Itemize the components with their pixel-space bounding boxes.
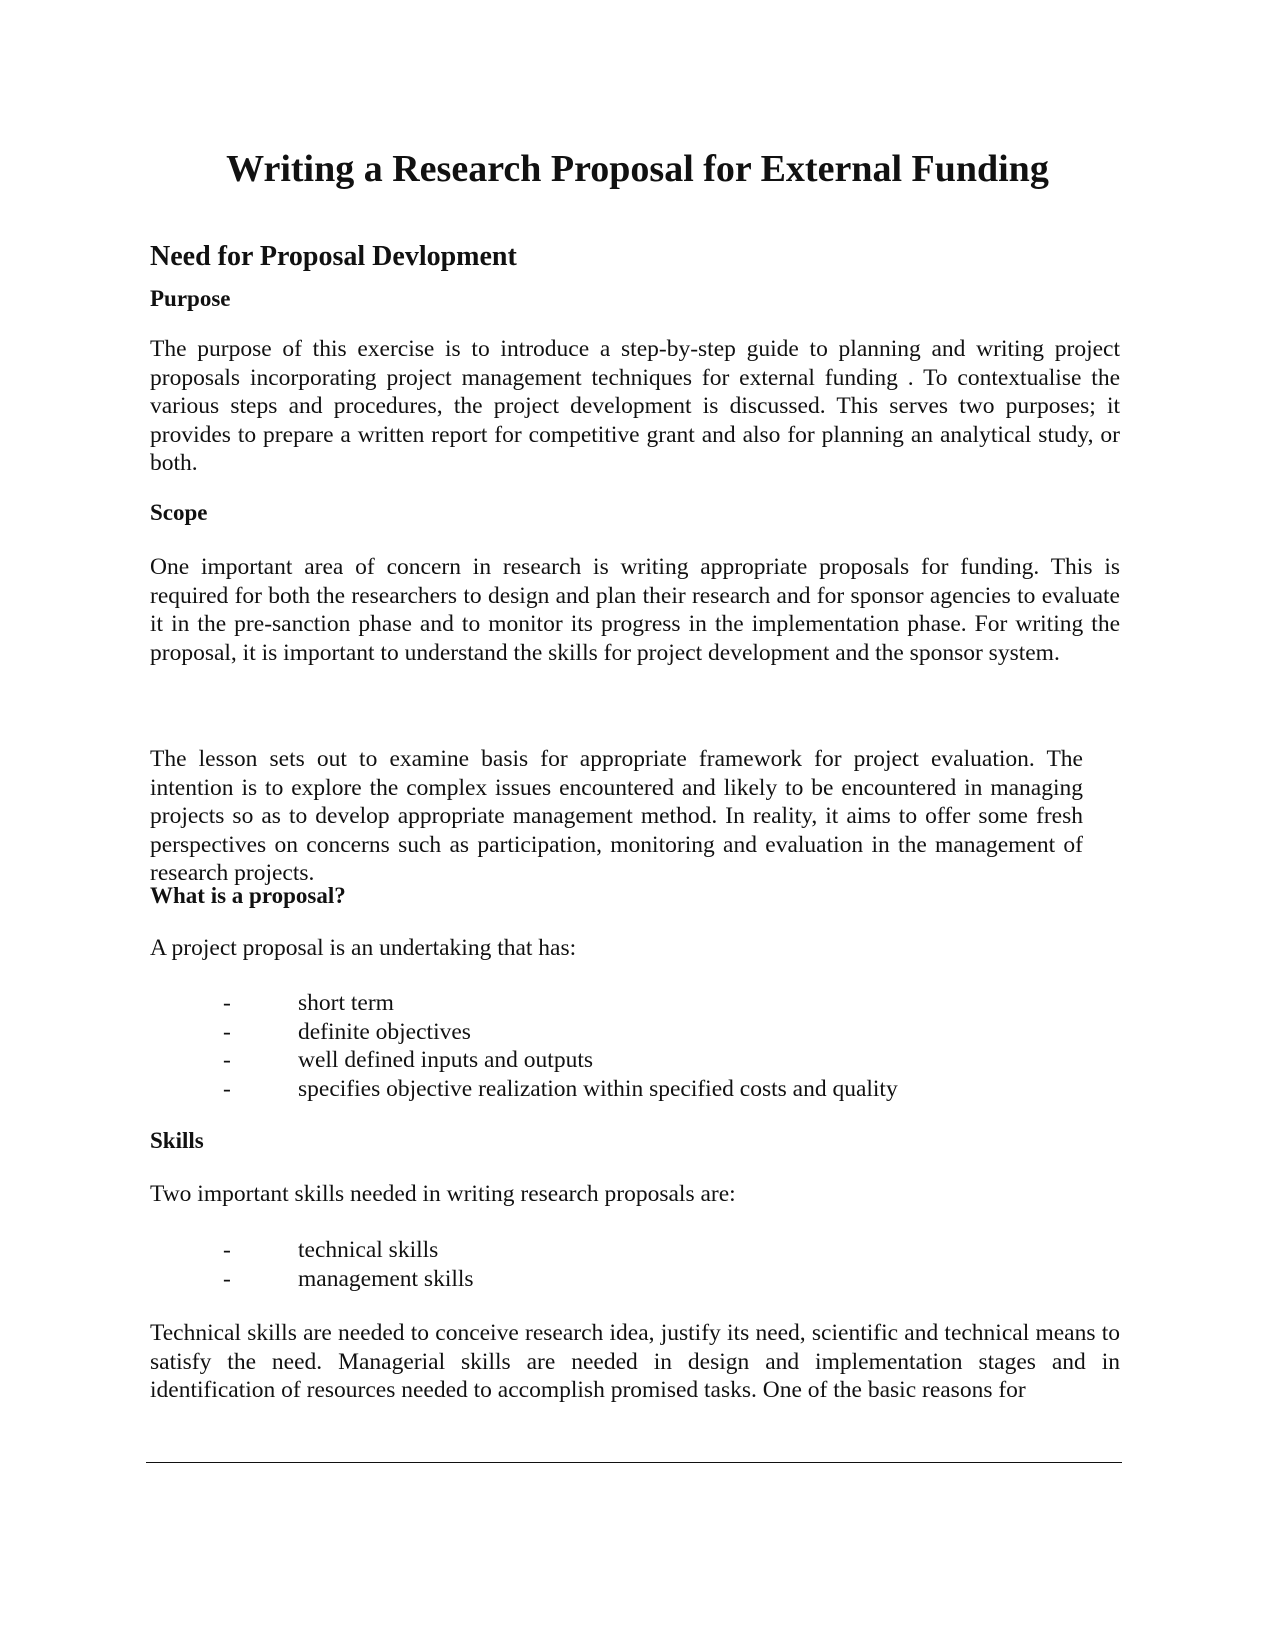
list-bullet: - [223,990,231,1016]
list-item-text: short term [298,990,394,1016]
list-item [150,1046,898,1075]
scope-heading: Scope [150,500,208,525]
skills-heading: Skills [150,1128,204,1153]
list-item [150,1265,474,1294]
scope-paragraph-2: The lesson sets out to examine basis for appropriate framework for project evaluation. The intention is to explore the complex issues encountered and likely to be encountered in managing projects so as to develop appropriate management method. In reality, it aims to offer some fresh perspectives on concerns such as participation, monitoring and evaluation in the management of research projects. [150,746,1083,887]
section-heading: Need for Proposal Devlopment [150,241,517,272]
list-bullet: - [223,1018,231,1045]
list-item [150,1236,474,1265]
scope-paragraph-1: One important area of concern in research is writing appropriate proposals for funding. This is required for both the researchers to design and plan their research and for sponsor agencies to evaluate it in the pre-sanction phase and to monitor its progress in the implementation phase. For writing the proposal, it is important to understand the skills for project development and the sponsor system. [150,554,1120,666]
list-bullet: - [223,1237,231,1263]
purpose-paragraph: The purpose of this exercise is to introduce a step-by-step guide to planning and writing project proposals incorporating project management techniques for external funding . To contextualise the various steps and procedures, the project development is discussed. This serves two purposes; it provides to prepare a written report for competitive grant and also for planning an analytical study, or both. [150,336,1120,477]
footer-divider [146,1462,1122,1463]
skills-intro: Two important skills needed in writing research proposals are: [150,1181,736,1207]
list-item-text: technical skills [298,1237,439,1263]
document-title: Writing a Research Proposal for External Funding [226,148,1049,190]
list-item-text: well defined inputs and outputs [298,1047,594,1074]
list-item-text: definite objectives [298,1018,471,1045]
list-item [150,1018,898,1047]
skills-list [150,1236,474,1293]
purpose-heading: Purpose [150,286,231,311]
list-item-text: specifies objective realization within specified costs and quality [298,1075,898,1102]
proposal-heading: What is a proposal? [150,883,346,908]
list-item [150,989,898,1018]
list-item-text: management skills [298,1265,474,1292]
list-item [150,1075,898,1104]
list-bullet: - [223,1075,231,1102]
proposal-list [150,989,898,1103]
skills-paragraph: Technical skills are needed to conceive research idea, justify its need, scientific and technical means to satisfy the need. Managerial skills are needed in design and implementation stages and in identification of resources needed to accomplish promised tasks. One of the basic reasons for [150,1320,1120,1404]
list-bullet: - [223,1047,231,1074]
proposal-intro: A project proposal is an undertaking that has: [150,935,577,961]
list-bullet: - [223,1265,231,1292]
